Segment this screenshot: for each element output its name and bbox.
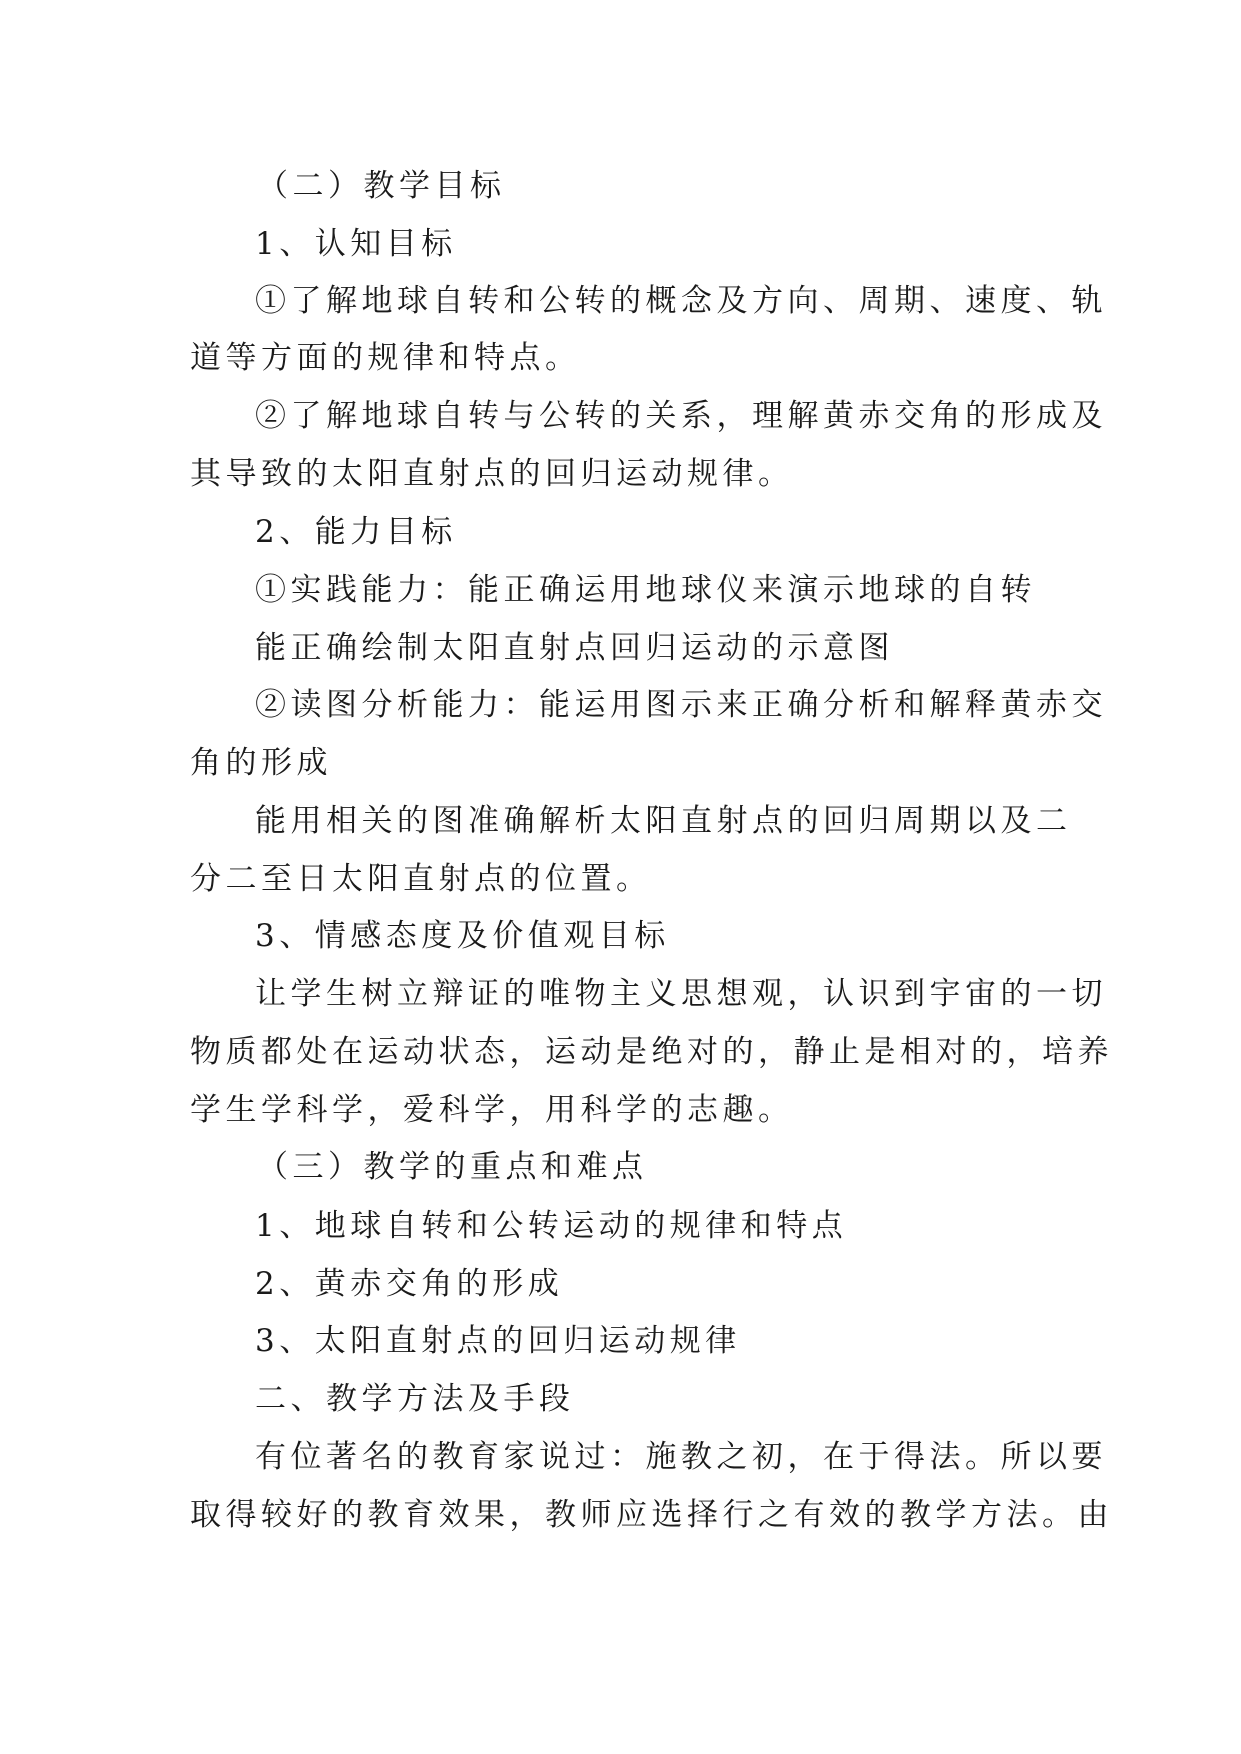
paragraph-line: 学生学科学，爱科学，用科学的志趣。 [190, 1092, 794, 1128]
section-heading-key-points: （三）教学的重点和难点 [257, 1149, 648, 1185]
list-item: 1、地球自转和公转运动的规律和特点 [255, 1208, 848, 1244]
paragraph-line: ②读图分析能力：能运用图示来正确分析和解释黄赤交 [255, 687, 1107, 723]
paragraph-line: 能正确绘制太阳直射点回归运动的示意图 [255, 630, 894, 666]
paragraph-line: 让学生树立辩证的唯物主义思想观，认识到宇宙的一切 [255, 976, 1107, 1012]
paragraph-line: ②了解地球自转与公转的关系，理解黄赤交角的形成及 [255, 398, 1107, 434]
paragraph-line: 分二至日太阳直射点的位置。 [190, 861, 652, 897]
paragraph-line: ①了解地球自转和公转的概念及方向、周期、速度、轨 [255, 283, 1107, 319]
paragraph-line: 取得较好的教育效果，教师应选择行之有效的教学方法。由 [190, 1497, 1113, 1533]
section-heading-methods: 二、教学方法及手段 [255, 1381, 575, 1417]
list-item: 2、黄赤交角的形成 [255, 1266, 564, 1302]
section-heading-teaching-goals: （二）教学目标 [257, 168, 506, 204]
paragraph-line: 道等方面的规律和特点。 [190, 340, 581, 376]
subheading-ability-goals: 2、能力目标 [255, 514, 457, 550]
paragraph-line: 角的形成 [190, 745, 332, 781]
paragraph-line: 物质都处在运动状态，运动是绝对的，静止是相对的，培养 [190, 1034, 1113, 1070]
subheading-attitude-goals: 3、情感态度及价值观目标 [255, 918, 670, 954]
list-item: 3、太阳直射点的回归运动规律 [255, 1323, 741, 1359]
paragraph-line: 其导致的太阳直射点的回归运动规律。 [190, 456, 794, 492]
paragraph-line: 有位著名的教育家说过：施教之初，在于得法。所以要 [255, 1439, 1107, 1475]
paragraph-line: 能用相关的图准确解析太阳直射点的回归周期以及二 [255, 803, 1072, 839]
paragraph-line: ①实践能力：能正确运用地球仪来演示地球的自转 [255, 572, 1036, 608]
subheading-cognitive-goals: 1、认知目标 [255, 226, 457, 262]
